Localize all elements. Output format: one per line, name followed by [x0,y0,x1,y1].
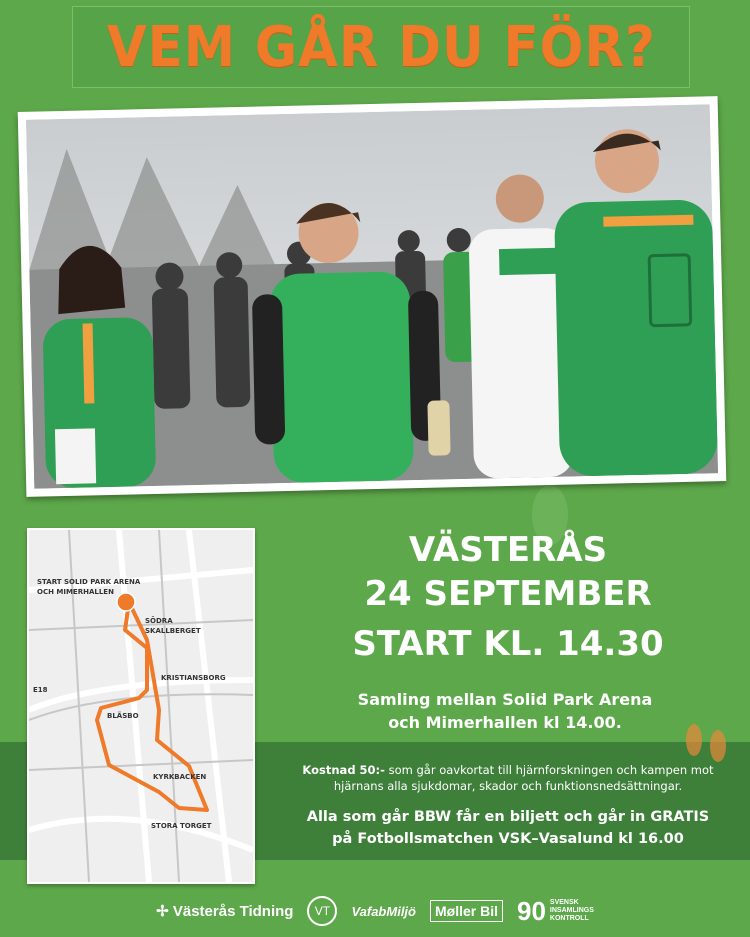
gathering-info [290,688,720,734]
sponsor-vafab-logo: VafabMiljö [351,903,416,919]
sponsor-90-number: 90 [517,896,546,926]
headline-box [72,6,690,88]
map-label: OCH MIMERHALLEN [37,588,114,596]
cost-text: hjärnans alla sjukdomar, skador och funktionsnedsättningar. [333,779,683,793]
map-label: BLÄSBO [107,712,139,720]
event-date: 24 SEPTEMBER [364,574,652,614]
sponsor-90-konto-logo [517,896,594,926]
headline: VEM GÅR DU FÖR? [106,14,656,80]
gathering-line: Samling mellan Solid Park Arena [357,690,653,709]
sponsor-moller-logo: Møller Bil [430,900,503,922]
map-label: STORA TORGET [151,822,212,830]
cost-info [288,762,728,794]
free-line: Alla som går BBW får en biljett och går in GRATIS [306,809,710,825]
map-label: KYRKBACKEN [153,773,207,781]
route-map [27,528,255,884]
map-label: SKALLBERGET [145,627,201,635]
map-label: E18 [33,686,48,694]
free-ticket-info [288,806,728,850]
map-label: KRISTIANSBORG [161,674,226,682]
sponsor-90-text: SVENSK INSAMLINGS KONTROLL [549,899,594,922]
gathering-line: och Mimerhallen kl 14.00. [388,713,622,732]
photo-illustration [26,104,718,488]
walkers-photo [18,96,727,497]
sponsor-bar [0,885,750,937]
map-label: START SOLID PARK ARENA [37,578,141,586]
event-city: VÄSTERÅS [408,530,608,570]
cost-label: Kostnad 50:- [302,763,385,777]
cost-text: som går oavkortat till hjärnforskningen och kampen mot [384,763,714,777]
free-line: på Fotbollsmatchen VSK–Vasalund kl 16.00 [332,831,684,847]
sponsor-vsk-logo: VT [307,896,337,926]
sponsor-vt-logo: ✢ Västerås Tidning [156,903,294,920]
event-start-time: START KL. 14.30 [352,624,664,664]
map-label: SÖDRA [145,617,173,625]
